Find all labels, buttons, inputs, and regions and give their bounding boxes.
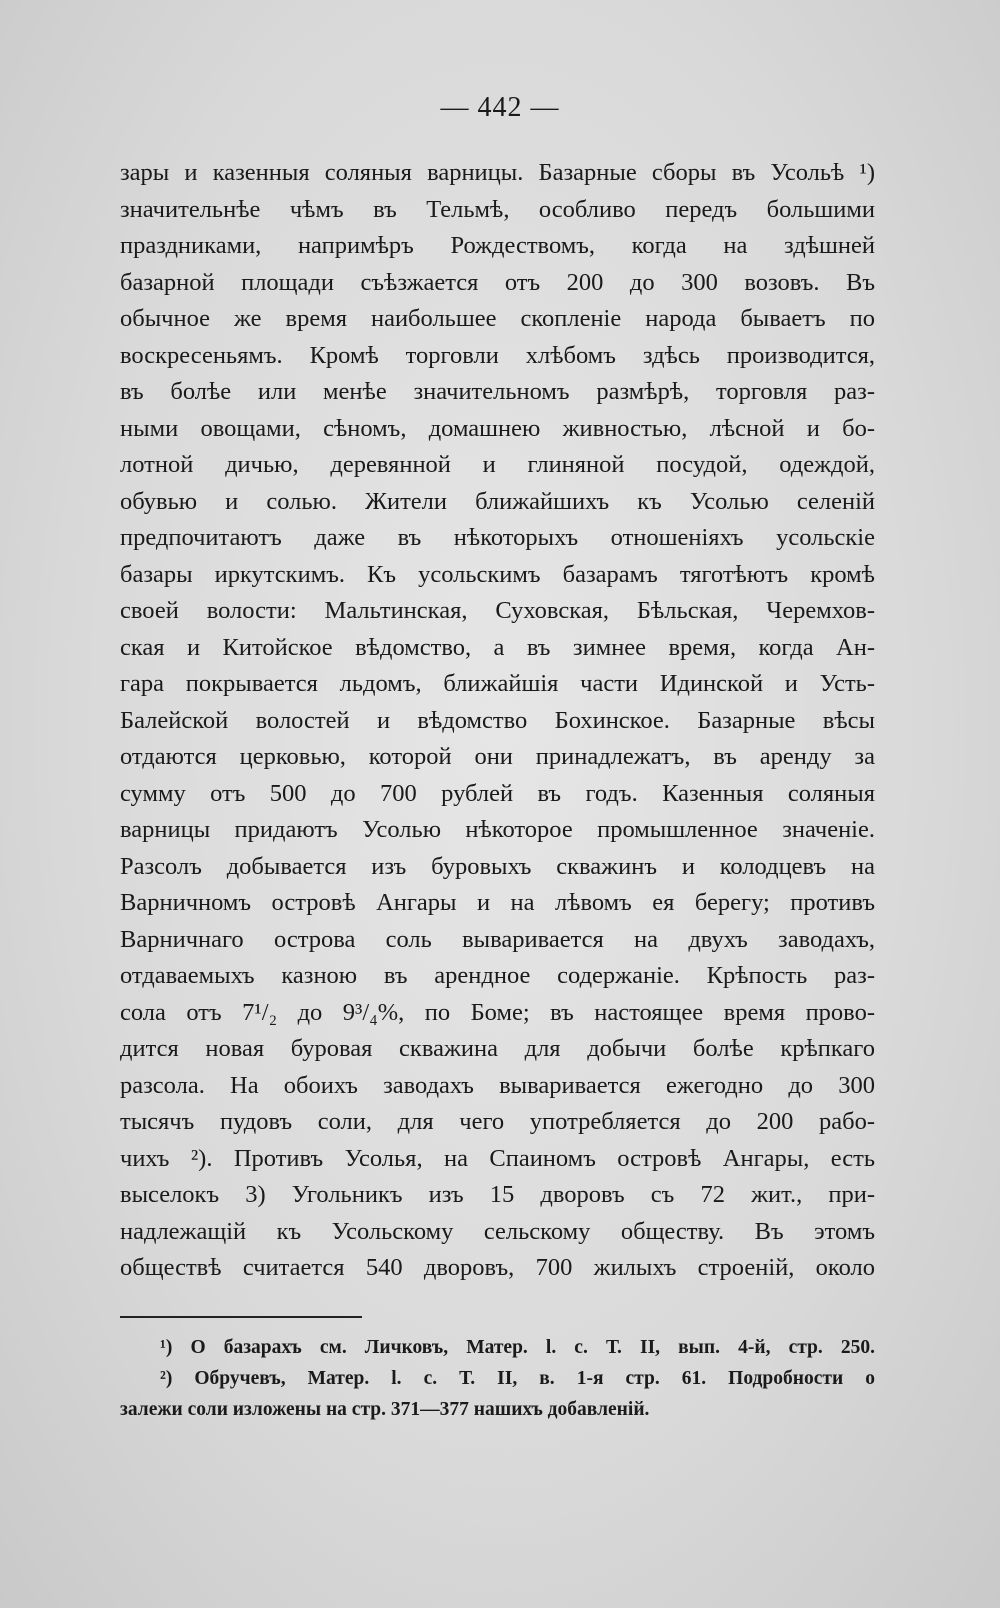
text-line: варницы придаютъ Усолью нѣкоторое промышленное значеніе. bbox=[120, 816, 875, 843]
text-line: ская и Китойское вѣдомство, а въ зимнее время, когда Ан- bbox=[120, 633, 875, 661]
text-line: надлежащій къ Усольскому сельскому обществу. Въ этомъ bbox=[120, 1217, 875, 1245]
text-line: воскресеньямъ. Кромѣ торговли хлѣбомъ здѣсь производится, bbox=[120, 341, 875, 369]
footnote-divider bbox=[120, 1316, 362, 1318]
text-line: чихъ ²). Противъ Усолья, на Спаиномъ островѣ Ангары, есть bbox=[120, 1144, 875, 1172]
text-line: обувью и солью. Жители ближайшихъ къ Усолью селеній bbox=[120, 487, 875, 515]
text-line: выселокъ 3) Угольникъ изъ 15 дворовъ съ 72 жит., при- bbox=[120, 1181, 875, 1208]
text-line: лотной дичью, деревянной и глиняной посудой, одеждой, bbox=[120, 451, 875, 478]
text-line: Варничномъ островѣ Ангары и на лѣвомъ ея берегу; противъ bbox=[120, 889, 875, 916]
text-line: обществѣ считается 540 дворовъ, 700 жилыхъ строеній, около bbox=[120, 1254, 875, 1281]
text-line: зары и казенныя соляныя варницы. Базарные сборы въ Усольѣ ¹) bbox=[120, 159, 875, 186]
text-line: ными овощами, сѣномъ, домашнею живностью, лѣсной и бо- bbox=[120, 414, 875, 442]
footnote-line: залежи соли изложены на стр. 371—377 нашихъ добавленій. bbox=[120, 1399, 650, 1420]
page-number: — 442 — bbox=[440, 92, 560, 123]
text-line: Варничнаго острова соль вываривается на двухъ заводахъ, bbox=[120, 925, 875, 953]
footnote-line: ²) Обручевъ, Матер. l. c. Т. II, в. 1-я стр. 61. Подробности о bbox=[160, 1368, 875, 1389]
text-line: въ болѣе или менѣе значительномъ размѣрѣ, торговля раз- bbox=[120, 378, 875, 405]
text-line: разсола. На обоихъ заводахъ вываривается ежегодно до 300 bbox=[120, 1071, 875, 1099]
text-line: отдаваемыхъ казною въ арендное содержаніе. Крѣпость раз- bbox=[120, 962, 875, 989]
text-line: предпочитаютъ даже въ нѣкоторыхъ отношеніяхъ усольскіе bbox=[120, 524, 875, 551]
body-text bbox=[120, 155, 875, 1287]
text-line: сола отъ 7¹/₂ до 9³/₄%, по Боме; въ настоящее время прово- bbox=[120, 998, 875, 1026]
text-line: базарной площади съѣзжается отъ 200 до 300 возовъ. Въ bbox=[120, 268, 875, 296]
footnote-line: ¹) О базарахъ см. Личковъ, Матер. l. c. Т. II, вып. 4-й, стр. 250. bbox=[160, 1337, 875, 1358]
text-line: обычное же время наибольшее скопленіе народа бываетъ по bbox=[120, 305, 875, 332]
text-line: Разсолъ добывается изъ буровыхъ скважинъ и колодцевъ на bbox=[120, 852, 875, 880]
text-line: отдаются церковью, которой они принадлежатъ, въ аренду за bbox=[120, 743, 875, 770]
text-line: тысячъ пудовъ соли, для чего употребляется до 200 рабо- bbox=[120, 1108, 875, 1135]
text-line: Балейской волостей и вѣдомство Бохинское. Базарные вѣсы bbox=[120, 706, 875, 734]
text-line: праздниками, напримѣръ Рождествомъ, когда на здѣшней bbox=[120, 232, 875, 259]
text-line: дится новая буровая скважина для добычи болѣе крѣпкаго bbox=[120, 1035, 875, 1062]
text-line: значительнѣе чѣмъ въ Тельмѣ, особливо передъ большими bbox=[120, 195, 875, 223]
text-line: сумму отъ 500 до 700 рублей въ годъ. Казенныя соляныя bbox=[120, 779, 875, 807]
footnotes bbox=[120, 1332, 875, 1425]
text-line: базары иркутскимъ. Къ усольскимъ базарамъ тяготѣютъ кромѣ bbox=[120, 560, 875, 588]
text-line: гара покрывается льдомъ, ближайшія части Идинской и Усть- bbox=[120, 670, 875, 697]
text-line: своей волости: Мальтинская, Суховская, Бѣльская, Черемхов- bbox=[120, 597, 875, 624]
